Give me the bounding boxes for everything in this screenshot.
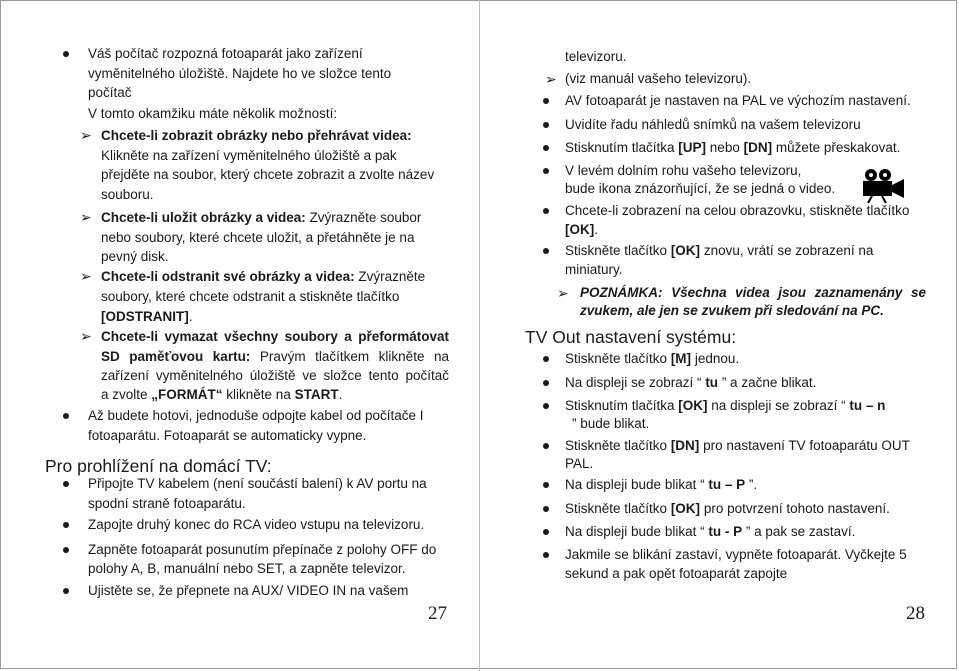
start-keyword: START <box>294 387 339 402</box>
bullet-icon <box>543 122 549 128</box>
text: Stiskněte tlačítko <box>565 438 671 453</box>
display-code: tu <box>705 375 719 390</box>
text-line <box>565 397 885 415</box>
text-line <box>565 350 739 368</box>
text-line: spodní straně fotoaparátu. <box>88 496 246 511</box>
text: Stisknutím tlačítka <box>565 140 679 155</box>
bullet-icon <box>543 482 549 488</box>
display-code: tu – P <box>708 477 746 492</box>
bullet-icon <box>543 529 549 535</box>
text: Stiskněte tlačítko <box>565 351 671 366</box>
text-line: Zapněte fotoaparát posunutím přepínače z polohy OFF do <box>88 542 437 557</box>
text-line: fotoaparátu. Fotoaparát se automaticky vypne. <box>88 428 367 443</box>
button-name: [DN] <box>743 140 773 155</box>
text: ”. <box>745 477 758 492</box>
option-title: Chcete-li vymazat všechny soubory a přeformátovat <box>101 329 449 344</box>
text: Na displeji bude blikat “ <box>565 477 709 492</box>
text-line: nebo soubory, které chcete uložit, a přetáhněte je na <box>101 230 415 245</box>
option-line <box>101 209 421 227</box>
button-name: [OK] <box>565 222 595 237</box>
text-line: Ujistěte se, že přepnete na AUX/ VIDEO IN na vašem <box>88 583 409 598</box>
arrow-bullet-icon: ➢ <box>80 209 92 225</box>
text-line: Až budete hotovi, jednoduše odpojte kabel od počítače I <box>88 408 424 423</box>
arrow-bullet-icon: ➢ <box>545 71 557 87</box>
text: pro potvrzení tohoto nastavení. <box>700 501 890 516</box>
text-line <box>565 242 873 260</box>
punctuation: . <box>338 387 343 402</box>
text: znovu, vrátí se zobrazení na <box>700 243 874 258</box>
text-line: přejděte na soubor, který chcete zobrazit a zvolte název <box>101 167 435 182</box>
video-camera-icon <box>860 168 906 204</box>
text-line: ” bude blikat. <box>572 416 650 431</box>
bullet-icon <box>63 413 69 419</box>
text-line: miniatury. <box>565 262 623 277</box>
text-line: (viz manuál vašeho televizoru). <box>565 71 752 86</box>
text-line <box>565 437 910 455</box>
text-line <box>565 500 890 518</box>
option-line <box>101 268 425 286</box>
option-line <box>101 348 449 366</box>
button-name: [OK] <box>670 501 701 516</box>
text-line <box>565 221 598 239</box>
text-line: V tomto okamžiku máte několik možností: <box>88 106 338 121</box>
text-line: V levém dolním rohu vašeho televizoru, <box>565 163 802 178</box>
text-line <box>565 139 900 157</box>
text-line <box>565 523 855 541</box>
button-name: [OK] <box>678 398 708 413</box>
text: na displeji se zobrazí “ <box>707 398 850 413</box>
text-line: Jakmile se blikání zastaví, vypněte fotoaparát. Vyčkejte 5 <box>565 547 907 562</box>
bullet-icon <box>63 547 69 553</box>
text-line: pevný disk. <box>101 249 169 264</box>
text: Na displeji bude blikat “ <box>565 524 709 539</box>
text-line: Připojte TV kabelem (není součástí balení) k AV portu na <box>88 476 427 491</box>
text-line: Uvidíte řadu náhledů snímků na vašem televizoru <box>565 117 861 132</box>
punctuation: . <box>188 309 193 324</box>
option-title: Chcete-li zobrazit obrázky nebo přehrávat videa: <box>101 128 412 143</box>
text-line: souboru. <box>101 187 154 202</box>
text: klikněte na <box>222 387 295 402</box>
punctuation: . <box>594 222 599 237</box>
section-heading: Pro prohlížení na domácí TV: <box>45 456 272 476</box>
display-code: tu – n <box>849 398 886 413</box>
bullet-icon <box>63 522 69 528</box>
text-line: vyměnitelného úložiště. Najdete ho ve složce tento <box>88 66 392 81</box>
option-title: Chcete-li uložit obrázky a videa: <box>101 210 306 225</box>
text: Stiskněte tlačítko <box>565 243 671 258</box>
option-text: Pravým tlačítkem klikněte na <box>250 349 449 364</box>
button-name: [ODSTRANIT] <box>101 309 189 324</box>
bullet-icon <box>543 145 549 151</box>
bullet-icon <box>543 403 549 409</box>
arrow-bullet-icon: ➢ <box>80 268 92 284</box>
text: Na displeji se zobrazí “ <box>565 375 706 390</box>
option-title: Chcete-li odstranit své obrázky a videa: <box>101 269 355 284</box>
bullet-icon <box>543 380 549 386</box>
page-divider <box>479 0 480 671</box>
text-line <box>565 476 757 494</box>
bullet-icon <box>543 552 549 558</box>
button-name: [DN] <box>670 438 700 453</box>
arrow-bullet-icon: ➢ <box>80 127 92 143</box>
text: a zvolte <box>101 387 152 402</box>
note-line: zvukem, ale jen se zvukem při sledování na PC. <box>580 303 884 318</box>
text-line <box>565 374 816 392</box>
page-number: 28 <box>906 603 925 624</box>
text: pro nastavení TV fotoaparátu OUT <box>699 438 910 453</box>
text-line: Váš počítač rozpozná fotoaparát jako zařízení <box>88 46 363 61</box>
option-title: SD paměťovou kartu: <box>101 349 251 364</box>
text-line <box>101 308 193 326</box>
bullet-icon <box>543 248 549 254</box>
bullet-icon <box>543 208 549 214</box>
button-name: [OK] <box>670 243 701 258</box>
left-page <box>0 0 479 671</box>
note-line: POZNÁMKA: Všechna videa jsou zaznamenány se <box>580 285 926 300</box>
text: můžete přeskakovat. <box>772 140 901 155</box>
text-line: polohy A, B, manuální nebo SET, a zapněte televizor. <box>88 561 406 576</box>
text-line: Zapojte druhý konec do RCA video vstupu na televizoru. <box>88 517 425 532</box>
text-line: televizoru. <box>565 49 627 64</box>
text-line: počítač <box>88 85 132 100</box>
bullet-icon <box>543 506 549 512</box>
format-keyword: „FORMÁT“ <box>151 387 223 402</box>
text-line: Klikněte na zařízení vyměnitelného úložiště a pak <box>101 148 397 163</box>
text-line <box>101 386 342 404</box>
page-number: 27 <box>428 603 447 624</box>
bullet-icon <box>543 98 549 104</box>
section-heading: TV Out nastavení systému: <box>525 327 737 347</box>
option-text: Zvýrazněte <box>354 269 426 284</box>
text-line: PAL. <box>565 456 594 471</box>
bullet-icon <box>543 356 549 362</box>
text-line: bude ikona znázorňující, že se jedná o video. <box>565 181 836 196</box>
text-line: zařízení vyměnitelného úložiště ve složce tento počítač <box>101 368 449 383</box>
text: Stiskněte tlačítko <box>565 501 671 516</box>
button-name: [UP] <box>678 140 707 155</box>
text: ” a pak se zastaví. <box>742 524 856 539</box>
bullet-icon <box>63 481 69 487</box>
display-code: tu - P <box>708 524 743 539</box>
bullet-icon <box>63 51 69 57</box>
bullet-icon <box>543 443 549 449</box>
text: Stisknutím tlačítka <box>565 398 679 413</box>
button-name: [M] <box>670 351 692 366</box>
text: nebo <box>706 140 744 155</box>
text: ” a začne blikat. <box>718 375 817 390</box>
text: jednou. <box>691 351 740 366</box>
text-line: Chcete-li zobrazení na celou obrazovku, stiskněte tlačítko <box>565 203 910 218</box>
arrow-bullet-icon: ➢ <box>80 328 92 344</box>
text-line: AV fotoaparát je nastaven na PAL ve výchozím nastavení. <box>565 93 911 108</box>
option-text: Zvýrazněte soubor <box>305 210 422 225</box>
text-line: soubory, které chcete odstranit a stiskněte tlačítko <box>101 289 400 304</box>
text-line: sekund a pak opět fotoaparát zapojte <box>565 566 788 581</box>
arrow-bullet-icon: ➢ <box>557 285 569 301</box>
bullet-icon <box>543 168 549 174</box>
bullet-icon <box>63 588 69 594</box>
